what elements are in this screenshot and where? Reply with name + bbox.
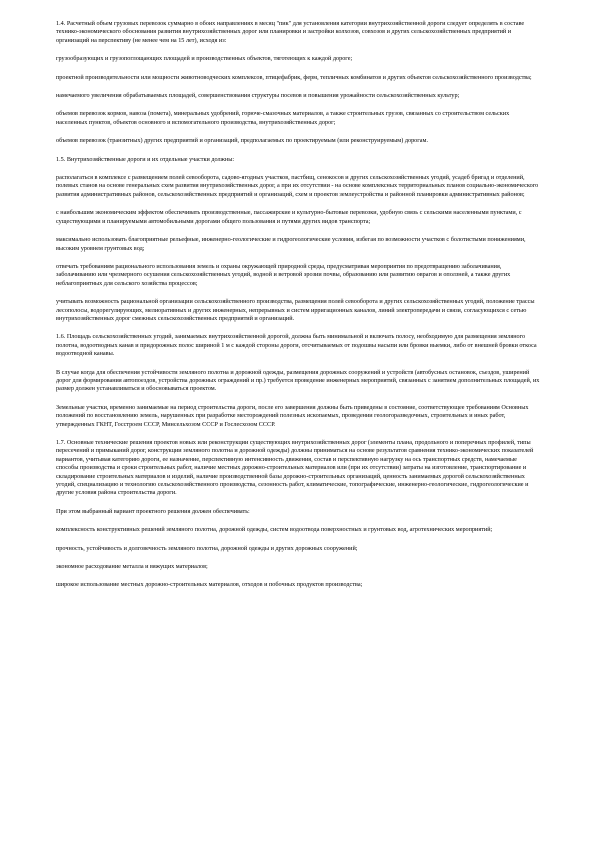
list-item-cargo-areas: грузообразующих и грузопоглощающих площадей и производственных объектов, тяготеющих к каждой дороге;	[56, 55, 353, 63]
list-item-production-organization: учитывать возможность рациональной организации сельскохозяйственного производства, размещения полей севооборота и других сельскохозяйственных угодий, положение трассы лесополосы, водорегулирующих, мелиоративных и других инженерных, непрерывных и систем ирригационных каналов, линий электропередачи и связи, согласующихся с сетью внутрихозяйственных дорог смежных сельскохозяйственных предприятий и организаций.	[56, 298, 535, 322]
list-item-cultivated-areas: намечаемого увеличения обрабатываемых площадей, совершенствования структуры посевов и повышения урожайности сельскохозяйственных культур;	[56, 92, 460, 100]
list-item-economic-effect: с наибольшим экономическим эффектом обеспечивать производственные, пассажирские и культурно-бытовые перевозки, удобную связь с сельскими населенными пунктами, с существующими и планируемыми автомобильными дорогами общего пользования и путями других видов транспорта;	[56, 209, 522, 225]
list-item-transport-volumes: объемов перевозок кормов, навоза (помета), минеральных удобрений, горюче-смазочных материалов, а также строительных грузов, связанных со строительством сельских населенных пунктов, объектов основного и вспомогательного производства, внутрихозяйственных дорог;	[56, 110, 510, 126]
list-item-placement: располагаться в комплексе с размещением полей севооборота, садово-ягодных участков, пастбищ, сенокосов и других сельскохозяйственных угодий, усадеб бригад и отделений, полевых станов на основе генеральных схем развития внутрихозяйственных дорог, а при их отсутствии - на основе комплексных территориальных планов социально-экономического развития административных районов, сельскохозяйственных предприятий и организаций, схем и проектов землеустройства и районной планировки административных районов;	[56, 174, 539, 198]
paragraph-temporary-land: Земельные участки, временно занимаемые на период строительства дороги, после его завершения должны быть приведены в состояние, соответствующее требованиям Основных положений по восстановлению земель, нарушенных при разработке месторождений полезных ископаемых, проведении геологоразведочных, строительных и иных работ, утвержденных ГКНТ, Госстроем СССР, Минсельхозом СССР и Гослесхозом СССР.	[56, 403, 529, 428]
list-item-terrain-conditions: максимально использовать благоприятные рельефные, инженерно-геологические и гидрогеологические условия, избегая по возможности участков с болотистыми понижениями, высоким уровнем грунтовых вод;	[56, 236, 526, 252]
list-item-local-materials: широкое использование местных дорожно-строительных материалов, отходов и побочных продуктов производства;	[56, 581, 363, 589]
list-item-transit-volumes: объемов перевозок (транзитных) других предприятий и организаций, предполагаемых по проектируемым (или реконструируемым) дорогам.	[56, 137, 428, 145]
paragraph-selected-variant: При этом выбранный вариант проектного решения должен обеспечивать:	[56, 507, 250, 515]
paragraph-1-5: 1.5. Внутрихозяйственные дороги и их отдельные участки должны:	[56, 155, 235, 163]
paragraph-1-6: 1.6. Площадь сельскохозяйственных угодий, занимаемых внутрихозяйственной дорогой, должна быть минимальной и включать полосу, необходимую для размещения земляного полотна, водоотводных канав и придорожных полос шириной 1 м с каждой стороны дороги, отсчитываемых от подошвы насыпи или бровки выемки, либо от внешней бровки откоса водоотводной канавы.	[56, 333, 537, 358]
list-item-land-protection: отвечать требованиям рационального использования земель и охраны окружающей природной среды, предусматривая мероприятия по предотвращению заболачивания, заболачиванию или чрезмерного осушения сельскохозяйственных угодий, водной и ветровой эрозии почвы, образованию или развитию оврагов и оползней, а также других неблагоприятных для сельского хозяйства процессов;	[56, 262, 511, 287]
paragraph-additional-areas: В случае когда для обеспечения устойчивости земляного полотна и дорожной одежды, размещения дорожных сооружений и устройств (автобусных остановок, съездов, уширений дорог для формирования автопоездов, устройства дорожных ограждений и пр.) требуется проведение инженерных мероприятий, связанных с занятием дополнительных площадей, их размер должен устанавливаться и обосновываться проектом.	[56, 368, 540, 393]
list-item-durability: прочность, устойчивость и долговечность земляного полотна, дорожной одежды и других дорожных сооружений;	[56, 544, 358, 552]
list-item-economy-materials: экономное расходование металла и вяжущих материалов;	[56, 563, 208, 571]
list-item-complex-solutions: комплексность конструктивных решений земляного полотна, дорожной одежды, систем водоотвода поверхностных и грунтовых вод, агротехнических мероприятий;	[56, 526, 493, 534]
paragraph-1-4: 1.4. Расчетный объем грузовых перевозок суммарно в обоих направлениях в месяц "пик" для установления категории внутрихозяйственной дороги следует определять в составе технико-экономического обоснования развития внутрихозяйственных дорог или планировки и застройки колхозов, совхозов и других сельскохозяйственных предприятий и организаций на перспективу (не менее чем на 15 лет), исходя из:	[56, 20, 525, 44]
list-item-design-capacity: проектной производительности или мощности животноводческих комплексов, птицефабрик, ферм, тепличных комбинатов и других объектов сельскохозяйственного производства;	[56, 73, 532, 81]
paragraph-1-7: 1.7. Основные технические решения проектов новых или реконструкции существующих внутрихозяйственных дорог (элементы плана, продольного и поперечных профилей, типы пересечений и примыканий дорог, конструкции земляного полотна и дорожной одежды) должны приниматься на основе результатов сравнения технико-экономических показателей вариантов, учитывая категорию дороги, ее назначение, перспективную интенсивность движения, состав и перспективную нагрузку на ось транспортных средств, намечаемые способы производства и сроки строительных работ, наличие местных дорожно-строительных материалов или (при их отсутствии) затраты на изготовление, транспортирование и складирование строительных материалов и изделий, наличие производственной базы дорожно-строительных организаций, ценность занимаемых дорогой сельскохозяйственных угодий, специализацию и технологию сельскохозяйственного производства, сезонность работ, климатические, топографические, инженерно-геологические, гидрогеологические и другие условия района строительства дороги.	[56, 439, 534, 497]
document-page	[56, 20, 540, 832]
